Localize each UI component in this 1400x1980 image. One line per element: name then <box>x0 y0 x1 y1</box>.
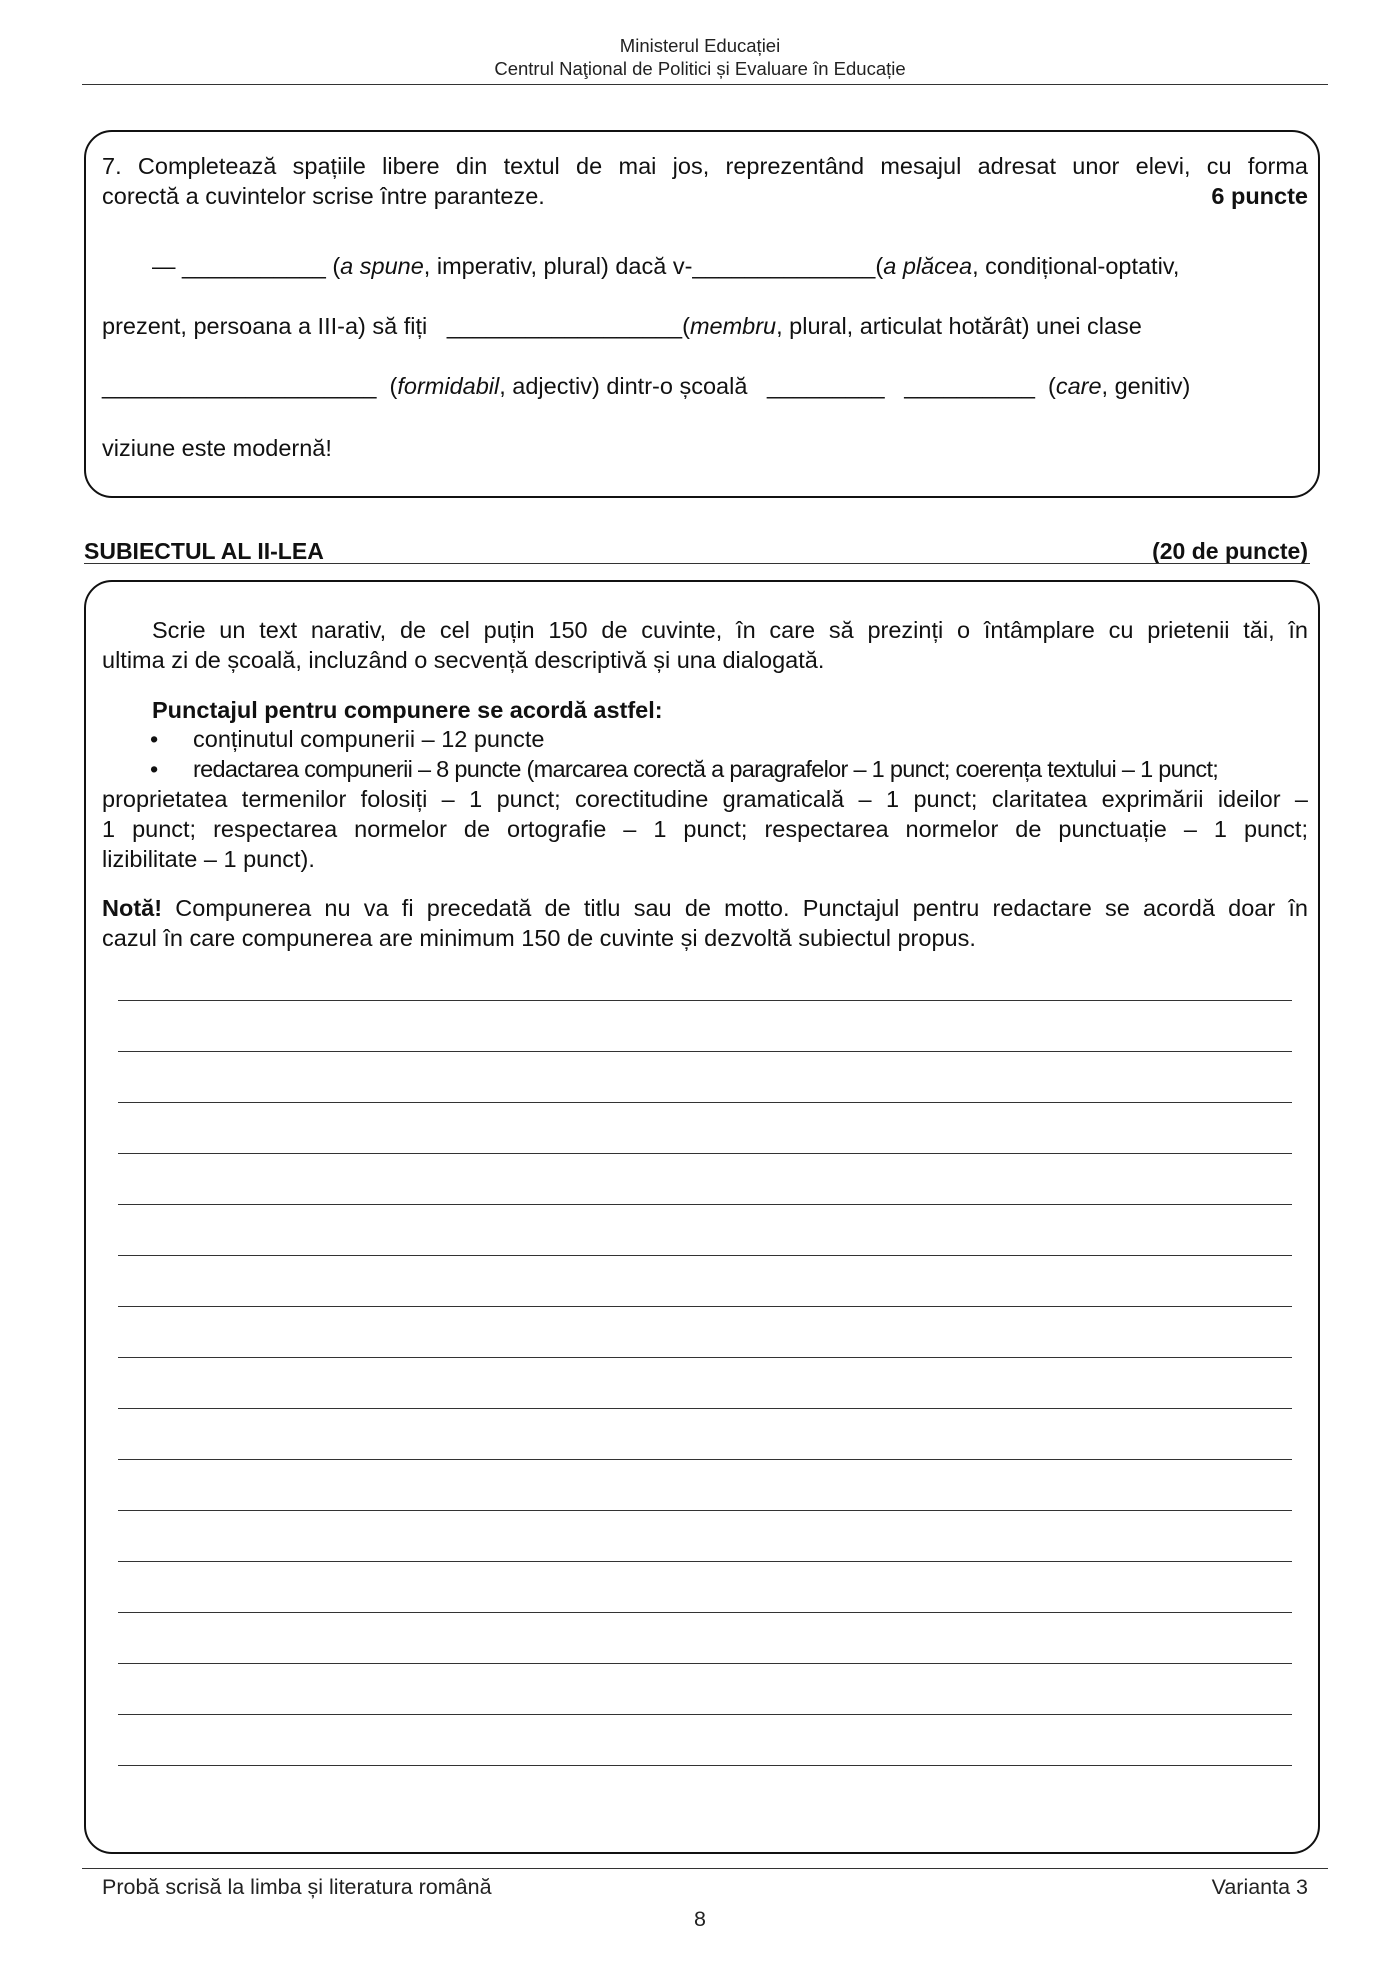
section-title: SUBIECTUL AL II-LEA <box>84 538 324 564</box>
answer-line[interactable] <box>118 1459 1292 1460</box>
answer-line[interactable] <box>118 1255 1292 1256</box>
hint-verb: a plăcea <box>883 253 973 279</box>
dash: — <box>152 253 176 279</box>
answer-line[interactable] <box>118 1357 1292 1358</box>
blank-field[interactable]: _________ <box>767 373 885 399</box>
item7-row3: _____________________ (formidabil, adjectiv) dintr-o școală _________ __________ (care, genitiv) <box>102 373 1191 399</box>
scoring-item-redactare: redactarea compunerii – 8 puncte (marcarea corectă a paragrafelor – 1 punct; coerența textului – 1 punct; <box>193 756 1219 782</box>
footer-variant: Varianta 3 <box>1211 1875 1308 1899</box>
answer-line[interactable] <box>118 1000 1292 1001</box>
scoring-item-content: conținutul compunerii – 12 puncte <box>193 726 545 752</box>
item7-row1: — ___________ (a spune, imperativ, plural) dacă v-______________(a plăcea, condițional-optativ, <box>152 253 1180 279</box>
bullet: • <box>150 756 159 782</box>
scoring-line3: proprietatea termenilor folosiți – 1 punct; corectitudine gramaticală – 1 punct; claritatea exprimării ideilor – <box>102 786 1308 812</box>
item7-points: 6 puncte <box>1211 183 1308 209</box>
header-center: Centrul Naţional de Politici și Evaluare în Educație <box>494 58 906 79</box>
item7-prompt-line2: corectă a cuvintelor scrise între paranteze. <box>102 183 545 209</box>
section-points: (20 de puncte) <box>1152 538 1308 564</box>
answer-line[interactable] <box>118 1561 1292 1562</box>
bullet: • <box>150 726 159 752</box>
answer-line[interactable] <box>118 1612 1292 1613</box>
answer-line[interactable] <box>118 1051 1292 1052</box>
item7-prompt-line1: 7. Completează spațiile libere din textul de mai jos, reprezentând mesajul adresat unor elevi, cu forma <box>102 153 1308 179</box>
answer-line[interactable] <box>118 1663 1292 1664</box>
blank-field[interactable]: _____________________ <box>102 373 377 399</box>
footer-exam-name: Probă scrisă la limba și literatura română <box>102 1875 492 1899</box>
blank-field[interactable]: __________ <box>904 373 1035 399</box>
answer-line[interactable] <box>118 1204 1292 1205</box>
item7-row4: viziune este modernă! <box>102 435 332 461</box>
hint-pronoun: care <box>1055 373 1102 399</box>
answer-line[interactable] <box>118 1714 1292 1715</box>
blank-field[interactable]: ______________ <box>692 253 876 279</box>
header-rule <box>82 84 1328 85</box>
task-line2: ultima zi de școală, incluzând o secvență descriptivă și una dialogată. <box>102 647 825 673</box>
blank-field[interactable]: ___________ <box>182 253 326 279</box>
answer-line[interactable] <box>118 1102 1292 1103</box>
hint-noun: membru <box>689 313 777 339</box>
scoring-title: Punctajul pentru compunere se acordă astfel: <box>152 697 663 723</box>
page-number: 8 <box>694 1907 706 1931</box>
answer-line[interactable] <box>118 1408 1292 1409</box>
header-ministry: Ministerul Educației <box>619 35 781 56</box>
section-underline <box>84 563 1310 564</box>
answer-line[interactable] <box>118 1153 1292 1154</box>
note-label: Notă! <box>102 895 163 921</box>
hint-adjective: formidabil <box>397 373 500 399</box>
scoring-line4: 1 punct; respectarea normelor de ortografie – 1 punct; respectarea normelor de punctuație – 1 punct; <box>102 816 1308 842</box>
hint-verb: a spune <box>340 253 424 279</box>
task-line1: Scrie un text narativ, de cel puțin 150 de cuvinte, în care să prezinți o întâmplare cu prietenii tăi, în <box>152 617 1308 643</box>
answer-line[interactable] <box>118 1510 1292 1511</box>
answer-line[interactable] <box>118 1306 1292 1307</box>
blank-field[interactable]: __________________ <box>446 313 683 339</box>
footer-rule <box>82 1868 1328 1869</box>
item7-row2: prezent, persoana a III-a) să fiți __________________(membru, plural, articulat hotărât) unei clase <box>102 313 1142 339</box>
scoring-line5: lizibilitate – 1 punct). <box>102 846 315 872</box>
note-line1: Notă! Compunerea nu va fi precedată de titlu sau de motto. Punctajul pentru redactare se acordă doar în <box>102 895 1308 921</box>
page-header <box>0 34 1400 80</box>
note-line2: cazul în care compunerea are minimum 150 de cuvinte și dezvoltă subiectul propus. <box>102 925 976 951</box>
answer-line[interactable] <box>118 1765 1292 1766</box>
